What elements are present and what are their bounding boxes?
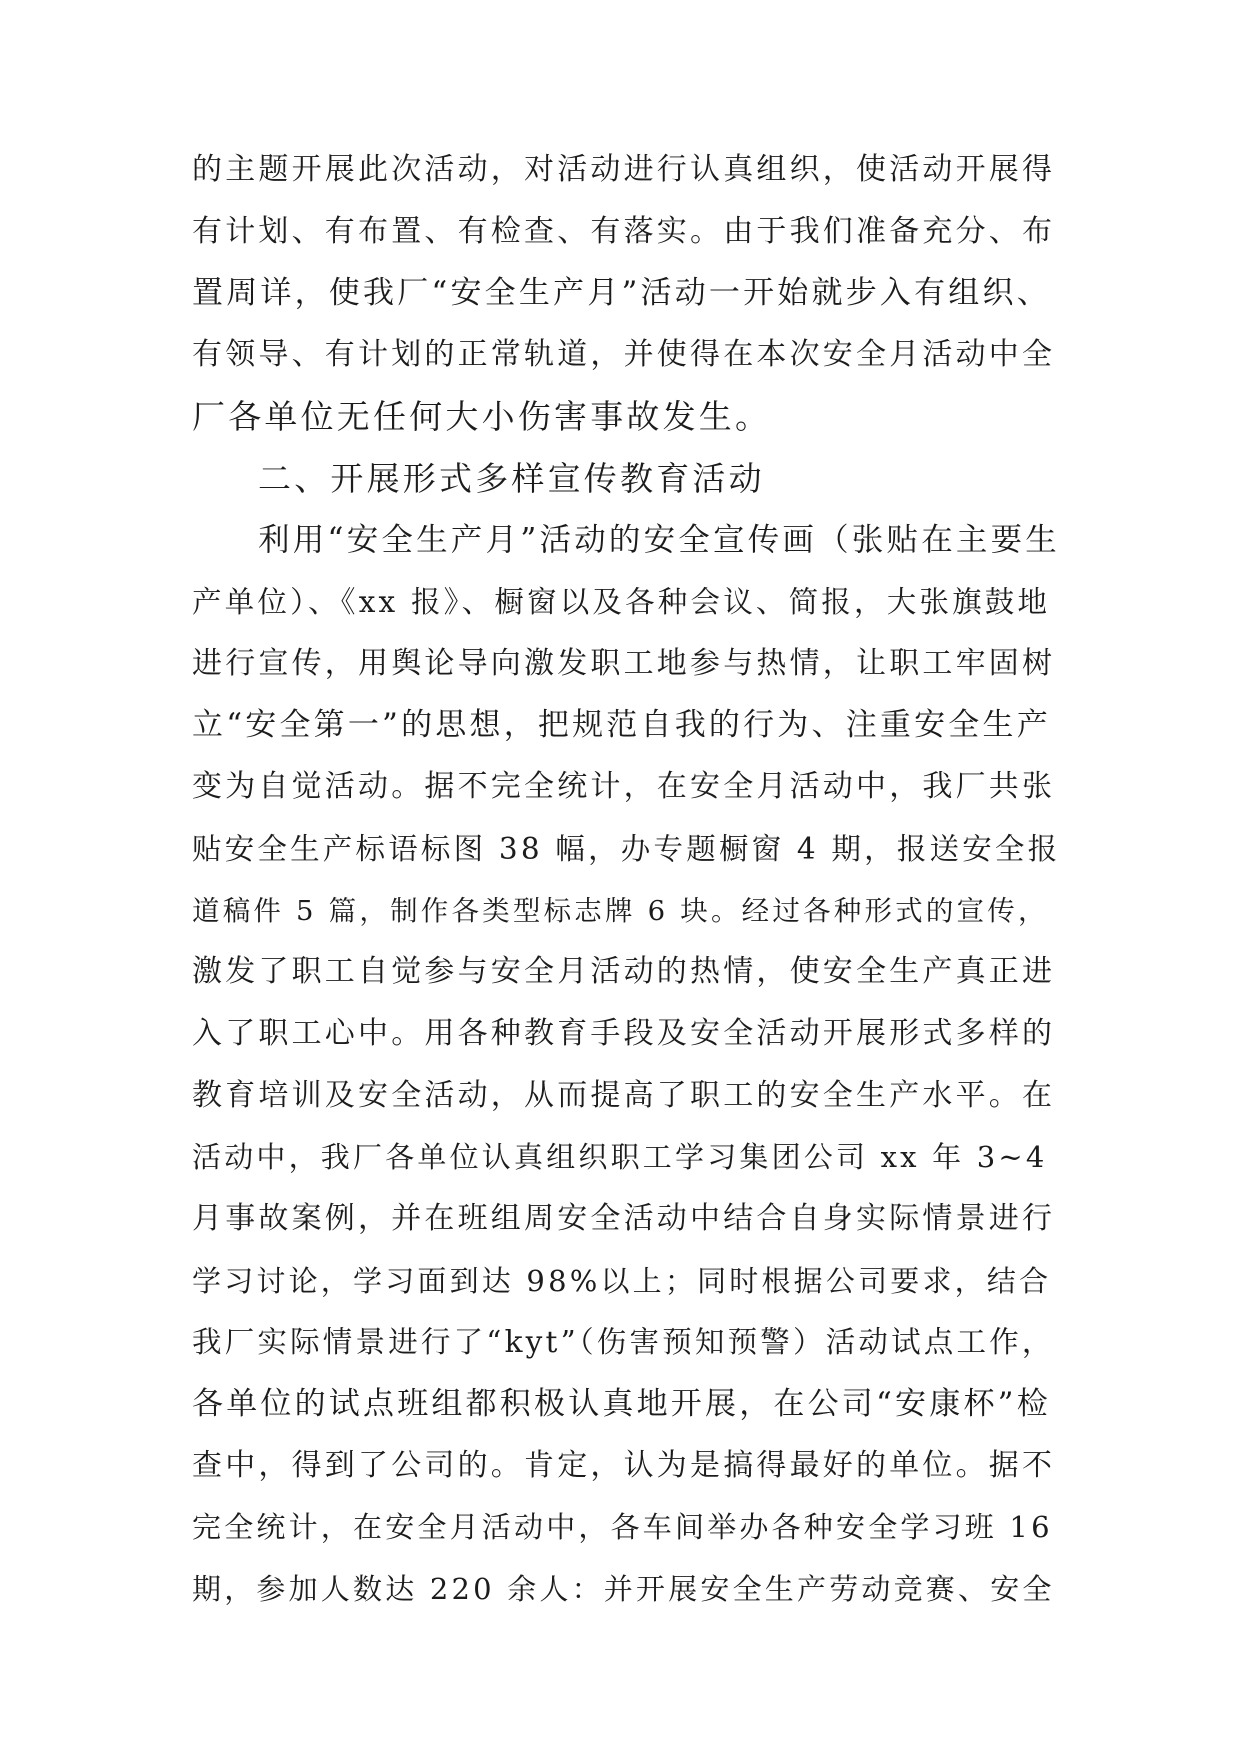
text-line: 活动中，我厂各单位认真组织职工学习集团公司 xx 年 3~4: [192, 1140, 1048, 1174]
text-line: 进行宣传，用舆论导向激发职工地参与热情，让职工牢固树: [192, 646, 1056, 681]
text-line: 贴安全生产标语标图 38 幅，办专题橱窗 4 期，报送安全报: [192, 832, 1061, 866]
text-line: 立“安全第一”的思想，把规范自我的行为、注重安全生产: [192, 707, 1051, 743]
text-line: 厂各单位无任何大小伤害事故发生。: [192, 397, 772, 436]
text-line: 有领导、有计划的正常轨道，并使得在本次安全月活动中全: [192, 337, 1056, 372]
text-line: 产单位）、《xx 报》、橱窗以及各种会议、简报，大张旗鼓地: [192, 585, 1051, 619]
text-line: 道稿件 5 篇，制作各类型标志牌 6 块。经过各种形式的宣传，: [192, 895, 1049, 927]
text-line: 的主题开展此次活动，对活动进行认真组织，使活动开展得: [192, 152, 1056, 187]
section-heading: 二、开展形式多样宣传教育活动: [258, 459, 765, 498]
text-line: 利用“安全生产月”活动的安全宣传画（张贴在主要生: [258, 522, 1061, 558]
text-line: 变为自觉活动。据不完全统计，在安全月活动中，我厂共张: [192, 769, 1056, 804]
text-line: 入了职工心中。用各种教育手段及安全活动开展形式多样的: [192, 1016, 1056, 1051]
text-line: 我厂实际情景进行了“kyt”（伤害预知预警）活动试点工作，: [192, 1325, 1055, 1359]
text-line: 查中，得到了公司的。肯定，认为是搞得最好的单位。据不: [192, 1448, 1056, 1483]
text-line: 有计划、有布置、有检查、有落实。由于我们准备充分、布: [192, 214, 1056, 249]
text-line: 激发了职工自觉参与安全月活动的热情，使安全生产真正进: [192, 954, 1056, 989]
text-line: 期，参加人数达 220 余人：并开展安全生产劳动竞赛、安全: [192, 1572, 1055, 1606]
text-line: 完全统计，在安全月活动中，各车间举办各种安全学习班 16: [192, 1510, 1053, 1544]
text-line: 月事故案例，并在班组周安全活动中结合自身实际情景进行: [192, 1201, 1056, 1236]
text-line: 置周详，使我厂“安全生产月”活动一开始就步入有组织、: [192, 275, 1051, 311]
text-line: 教育培训及安全活动，从而提高了职工的安全生产水平。在: [192, 1078, 1056, 1113]
text-line: 各单位的试点班组都积极认真地开展，在公司“安康杯”检: [192, 1386, 1051, 1422]
text-line: 学习讨论，学习面到达 98%以上；同时根据公司要求，结合: [192, 1264, 1052, 1298]
